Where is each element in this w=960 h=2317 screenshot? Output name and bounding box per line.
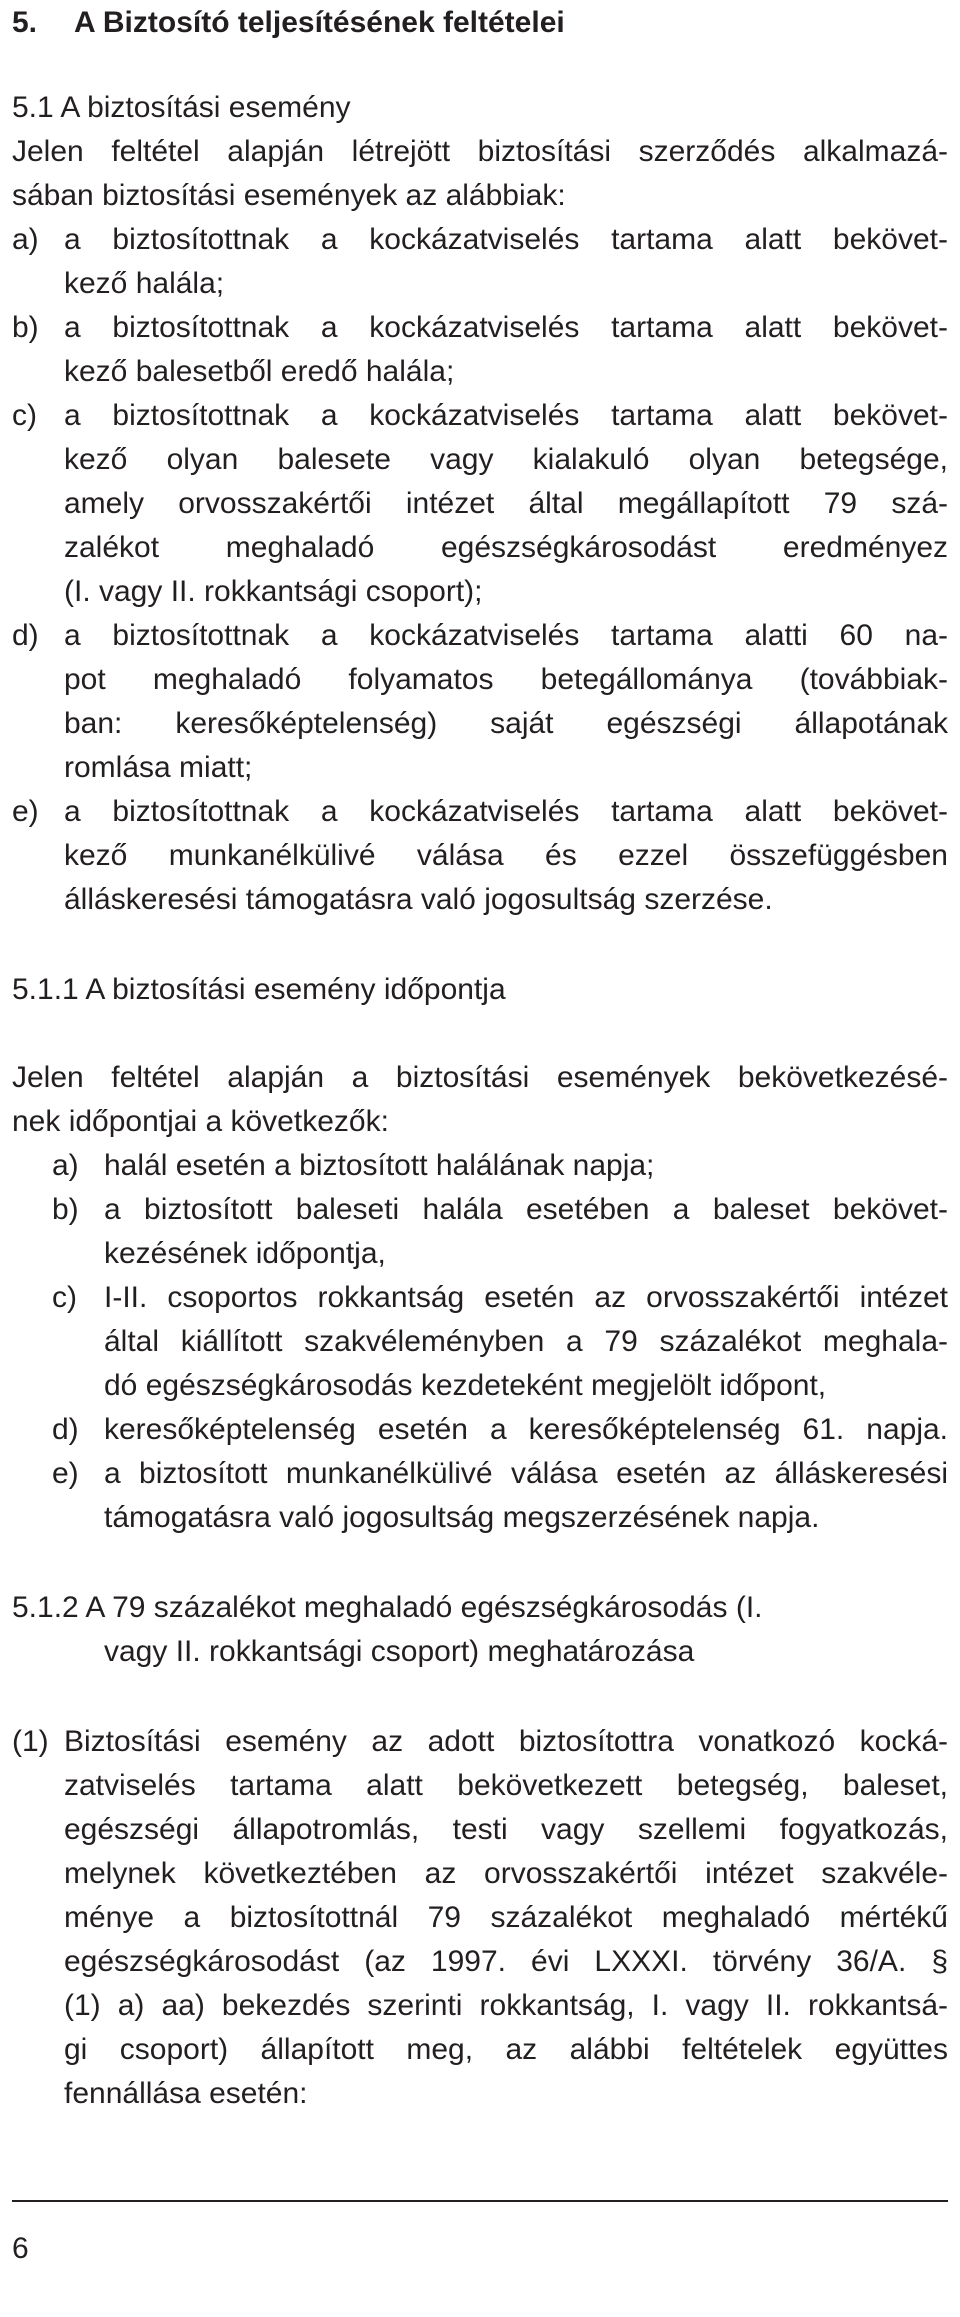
list-label: c) [12, 399, 37, 432]
list-label: d) [12, 619, 39, 652]
list-item-line: pot meghaladó folyamatos betegállománya (továbbiak- [64, 663, 948, 696]
list-item-line: kező halála; [64, 267, 225, 300]
list-item-line: kezésének időpontja, [104, 1237, 386, 1270]
list-item-line: dó egészségkárosodás kezdeteként megjelölt időpont, [104, 1369, 827, 1402]
list-label: a) [52, 1149, 79, 1182]
list-item-line: kező munkanélkülivé válása és ezzel összefüggésben [64, 839, 948, 872]
paragraph-line: ménye a biztosítottnál 79 százalékot meghaladó mértékű [64, 1901, 948, 1934]
paragraph-line: gi csoport) állapított meg, az alábbi feltételek együttes [64, 2033, 948, 2066]
section-number: 5. [12, 6, 38, 39]
list-label: e) [12, 795, 39, 828]
subsection-heading-5-1: 5.1 A biztosítási esemény [12, 91, 351, 124]
paragraph-label: (1) [12, 1725, 49, 1758]
list-label: b) [12, 311, 39, 344]
list-item-line: amely orvosszakértői intézet által megállapított 79 szá- [64, 487, 948, 520]
list-label: d) [52, 1413, 79, 1446]
list-item-line: kező balesetből eredő halála; [64, 355, 455, 388]
list-item-line: a biztosított munkanélkülivé válása esetén az álláskeresési [104, 1457, 948, 1490]
list-item-line: támogatásra való jogosultság megszerzésének napja. [104, 1501, 820, 1534]
list-item-line: kező olyan balesete vagy kialakuló olyan betegsége, [64, 443, 948, 476]
list-label: c) [52, 1281, 77, 1314]
list-item-line: zalékot meghaladó egészségkárosodást eredményez [64, 531, 948, 564]
footer-rule [12, 2200, 948, 2202]
list-item-line: I-II. csoportos rokkantság esetén az orvosszakértői intézet [104, 1281, 948, 1314]
subsection-heading-5-1-2: 5.1.2 A 79 százalékot meghaladó egészségkárosodás (I. [12, 1591, 763, 1624]
list-item-line: halál esetén a biztosított halálának napja; [104, 1149, 655, 1182]
paragraph-line: fennállása esetén: [64, 2077, 308, 2110]
list-item-line: a biztosítottnak a kockázatviselés tartama alatt bekövet- [64, 399, 948, 432]
list-item-line: keresőképtelenség esetén a keresőképtelenség 61. napja. [104, 1413, 948, 1446]
list-label: e) [52, 1457, 79, 1490]
list-item-line: a biztosítottnak a kockázatviselés tartama alatt bekövet- [64, 795, 948, 828]
paragraph-line: egészségkárosodást (az 1997. évi LXXXI. törvény 36/A. § [64, 1945, 948, 1978]
list-item-line: (I. vagy II. rokkantsági csoport); [64, 575, 483, 608]
paragraph-line: Jelen feltétel alapján a biztosítási események bekövetkezésé- [12, 1061, 948, 1094]
list-label: b) [52, 1193, 79, 1226]
paragraph-line: nek időpontjai a következők: [12, 1105, 389, 1138]
paragraph-line: Biztosítási esemény az adott biztosítottra vonatkozó kocká- [64, 1725, 948, 1758]
list-item-line: a biztosítottnak a kockázatviselés tartama alatt bekövet- [64, 311, 948, 344]
list-item-line: a biztosítottnak a kockázatviselés tartama alatt bekövet- [64, 223, 948, 256]
list-item-line: romlása miatt; [64, 751, 253, 784]
page-number: 6 [12, 2232, 29, 2265]
list-item-line: a biztosítottnak a kockázatviselés tartama alatti 60 na- [64, 619, 948, 652]
paragraph-line: egészségi állapotromlás, testi vagy szellemi fogyatkozás, [64, 1813, 948, 1846]
paragraph-line: Jelen feltétel alapján létrejött biztosítási szerződés alkalmazá- [12, 135, 948, 168]
paragraph-line: melynek következtében az orvosszakértői intézet szakvéle- [64, 1857, 948, 1890]
list-item-line: ban: keresőképtelenség) saját egészségi állapotának [64, 707, 948, 740]
section-title: A Biztosító teljesítésének feltételei [74, 6, 565, 39]
paragraph-line: sában biztosítási események az alábbiak: [12, 179, 566, 212]
list-item-line: a biztosított baleseti halála esetében a baleset bekövet- [104, 1193, 948, 1226]
section-heading [12, 4, 565, 42]
list-item-line: álláskeresési támogatásra való jogosultság szerzése. [64, 883, 773, 916]
list-item-line: által kiállított szakvéleményben a 79 százalékot meghala- [104, 1325, 948, 1358]
paragraph-line: (1) a) aa) bekezdés szerinti rokkantság, I. vagy II. rokkantsá- [64, 1989, 948, 2022]
list-label: a) [12, 223, 39, 256]
paragraph-line: zatviselés tartama alatt bekövetkezett betegség, baleset, [64, 1769, 948, 1802]
subsection-heading-5-1-2-cont: vagy II. rokkantsági csoport) meghatározása [104, 1635, 695, 1668]
subsection-heading-5-1-1: 5.1.1 A biztosítási esemény időpontja [12, 973, 506, 1006]
